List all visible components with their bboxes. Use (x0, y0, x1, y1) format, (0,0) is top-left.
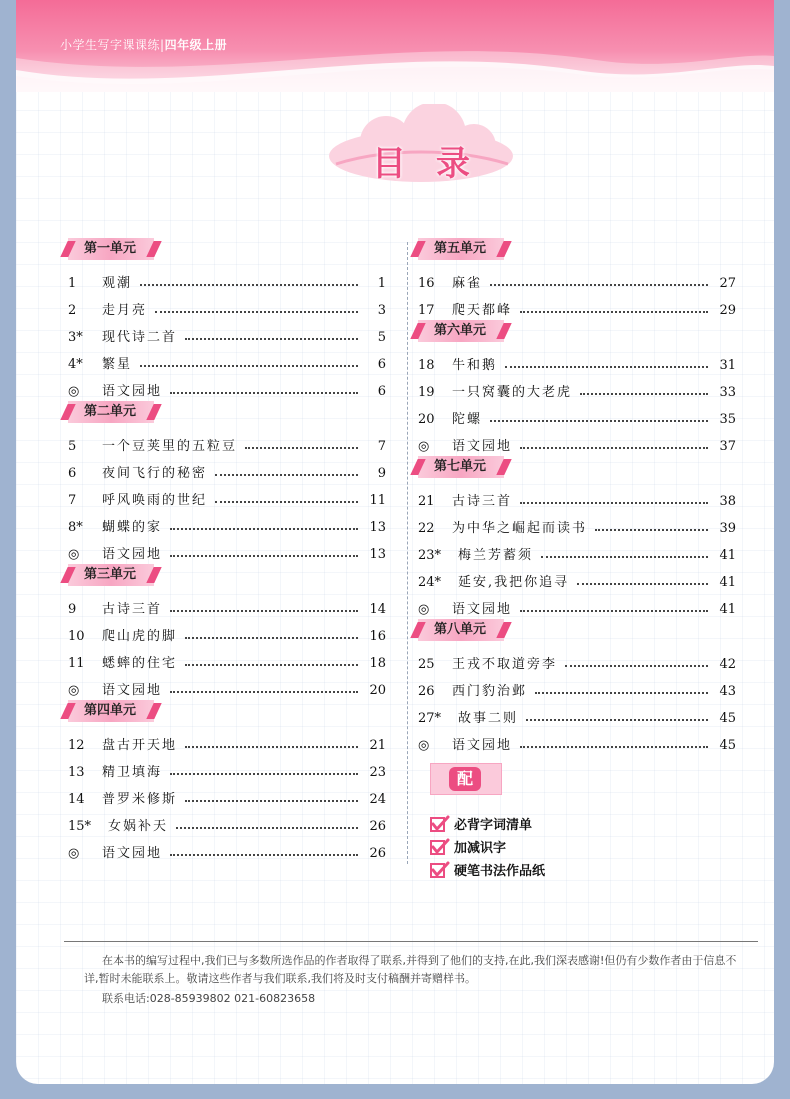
toc-entry (68, 617, 386, 644)
entry-page: 26 (369, 846, 386, 861)
entry-title: 观潮 (102, 276, 133, 291)
entry-page: 27 (719, 276, 736, 291)
dot-leader (245, 447, 358, 449)
entry-title: 语文园地 (452, 738, 513, 753)
toc-entry (68, 753, 386, 780)
dot-leader (520, 502, 708, 504)
entry-number: 2 (68, 303, 77, 318)
toc-entry (68, 318, 386, 345)
header-band (16, 0, 774, 92)
toc-entry (418, 726, 736, 753)
entry-title: 西门豹治邺 (452, 684, 528, 699)
entry-title: 盘古开天地 (102, 738, 178, 753)
unit-heading: 第六单元 (418, 320, 504, 342)
entry-page: 6 (377, 384, 386, 399)
toc-entry (418, 509, 736, 536)
toc-entry (68, 291, 386, 318)
toc-entry (68, 780, 386, 807)
entry-number: 12 (68, 738, 85, 753)
entry-page: 26 (369, 819, 386, 834)
book-page (16, 0, 774, 1084)
entry-page: 11 (369, 493, 386, 508)
toc-entry (418, 590, 736, 617)
entry-number: 15* (68, 819, 92, 834)
entry-number: 17 (418, 303, 435, 318)
toc-entry (418, 482, 736, 509)
dot-leader (155, 311, 358, 313)
entry-title: 陀螺 (452, 412, 483, 427)
entry-title: 麻雀 (452, 276, 483, 291)
entry-title: 故事二则 (458, 711, 519, 726)
footer (84, 952, 744, 1008)
dot-leader (490, 420, 708, 422)
entry-page: 13 (369, 520, 386, 535)
dot-leader (185, 746, 358, 748)
entry-title: 蝴蝶的家 (102, 520, 163, 535)
entry-title: 延安,我把你追寻 (458, 575, 570, 590)
entry-title: 夜间飞行的秘密 (102, 466, 208, 481)
dot-leader (170, 555, 358, 557)
checkmark-icon (430, 815, 450, 833)
toc-entry (68, 590, 386, 617)
entry-number: 5 (68, 439, 77, 454)
appendix-badge (430, 763, 502, 795)
appendix-badge-text: 配 (449, 767, 481, 791)
entry-number: 20 (418, 412, 435, 427)
appendix-item-label: 必背字词清单 (454, 818, 533, 833)
toc-entry (68, 535, 386, 562)
entry-number: 3* (68, 330, 83, 345)
dot-leader (185, 800, 358, 802)
dot-leader (565, 665, 708, 667)
checkmark-icon (430, 838, 450, 856)
entry-title: 爬天都峰 (452, 303, 513, 318)
header-title (60, 36, 227, 53)
entry-title: 蟋蟀的住宅 (102, 656, 178, 671)
toc-entry (418, 373, 736, 400)
dot-leader (580, 393, 708, 395)
entry-title: 一只窝囊的大老虎 (452, 385, 573, 400)
entry-title: 精卫填海 (102, 765, 163, 780)
footer-note: 在本书的编写过程中,我们已与多数所选作品的作者取得了联系,并得到了他们的支持,在此,我们深表感谢!但仍有少数作者由于信息不详,暂时未能联系上。敬请这些作者与我们联系,我们将及时支付稿酬并寄赠样书。 (84, 954, 737, 985)
entry-page: 1 (377, 276, 386, 291)
unit-heading: 第五单元 (418, 238, 504, 260)
checkmark-icon (430, 861, 450, 879)
entry-number: 22 (418, 521, 435, 536)
dot-leader (526, 719, 708, 721)
toc-entry (68, 264, 386, 291)
entry-page: 6 (377, 357, 386, 372)
entry-page: 9 (377, 466, 386, 481)
toc-right-column (418, 236, 736, 753)
toc-entry (68, 807, 386, 834)
entry-page: 38 (719, 494, 736, 509)
entry-number: ◎ (418, 602, 430, 617)
entry-page: 7 (377, 439, 386, 454)
entry-page: 29 (719, 303, 736, 318)
toc-entry (68, 454, 386, 481)
appendix-item (430, 835, 545, 858)
entry-number: ◎ (418, 738, 430, 753)
unit-heading: 第八单元 (418, 619, 504, 641)
entry-number: 13 (68, 765, 85, 780)
toc-entry (418, 291, 736, 318)
entry-page: 35 (719, 412, 736, 427)
entry-title: 一个豆荚里的五粒豆 (102, 439, 238, 454)
entry-page: 3 (377, 303, 386, 318)
dot-leader (140, 284, 358, 286)
entry-page: 37 (719, 439, 736, 454)
unit-heading: 第一单元 (68, 238, 154, 260)
toc-entry (418, 400, 736, 427)
entry-number: ◎ (418, 439, 430, 454)
dot-leader (140, 365, 358, 367)
toc-entry (68, 508, 386, 535)
entry-page: 14 (369, 602, 386, 617)
entry-number: 25 (418, 657, 435, 672)
dot-leader (170, 610, 358, 612)
entry-number: 10 (68, 629, 85, 644)
dot-leader (185, 637, 358, 639)
unit-heading: 第三单元 (68, 564, 154, 586)
entry-number: 27* (418, 711, 442, 726)
entry-title: 语文园地 (102, 384, 163, 399)
entry-number: 1 (68, 276, 77, 291)
dot-leader (595, 529, 708, 531)
toc-entry (68, 671, 386, 698)
page-title: 目录 (372, 144, 500, 184)
entry-number: 9 (68, 602, 77, 617)
entry-title: 古诗三首 (452, 494, 513, 509)
entry-number: 11 (68, 656, 85, 671)
dot-leader (520, 311, 708, 313)
toc-entry (418, 672, 736, 699)
footer-divider (64, 941, 758, 942)
entry-title: 现代诗二首 (102, 330, 178, 345)
dot-leader (490, 284, 708, 286)
dot-leader (520, 447, 708, 449)
entry-title: 为中华之崛起而读书 (452, 521, 588, 536)
dot-leader (170, 528, 358, 530)
entry-title: 语文园地 (102, 683, 163, 698)
toc-entry (418, 645, 736, 672)
entry-page: 31 (719, 358, 736, 373)
footer-contact: 联系电话:028-85939802 021-60823658 (102, 992, 316, 1005)
entry-number: 4* (68, 357, 83, 372)
toc-entry (68, 481, 386, 508)
appendix-item-label: 加减识字 (454, 841, 507, 856)
dot-leader (185, 338, 358, 340)
toc-entry (418, 536, 736, 563)
entry-number: 8* (68, 520, 83, 535)
toc-entry (68, 726, 386, 753)
entry-number: 18 (418, 358, 435, 373)
entry-page: 33 (719, 385, 736, 400)
entry-page: 43 (719, 684, 736, 699)
entry-page: 18 (369, 656, 386, 671)
entry-number: 24* (418, 575, 442, 590)
entry-page: 5 (377, 330, 386, 345)
entry-title: 语文园地 (452, 602, 513, 617)
entry-title: 繁星 (102, 357, 133, 372)
entry-title: 女娲补天 (108, 819, 169, 834)
entry-page: 13 (369, 547, 386, 562)
entry-number: 26 (418, 684, 435, 699)
appendix-item (430, 812, 545, 835)
dot-leader (215, 501, 358, 503)
entry-number: 23* (418, 548, 442, 563)
dot-leader (170, 854, 358, 856)
toc-left-column (68, 236, 386, 861)
entry-page: 41 (719, 575, 736, 590)
entry-number: 6 (68, 466, 77, 481)
grade-label: 四年级上册 (164, 38, 228, 52)
entry-title: 爬山虎的脚 (102, 629, 178, 644)
entry-page: 41 (719, 548, 736, 563)
dot-leader (505, 366, 708, 368)
dot-leader (520, 610, 708, 612)
entry-number: ◎ (68, 384, 80, 399)
entry-title: 语文园地 (102, 547, 163, 562)
entry-title: 普罗米修斯 (102, 792, 178, 807)
toc-entry (418, 699, 736, 726)
entry-title: 走月亮 (102, 303, 148, 318)
series-name: 小学生写字课课练 (60, 38, 161, 52)
dot-leader (541, 556, 708, 558)
toc-entry (418, 264, 736, 291)
appendix-item-label: 硬笔书法作品纸 (454, 864, 546, 879)
entry-title: 古诗三首 (102, 602, 163, 617)
dot-leader (170, 691, 358, 693)
entry-page: 45 (719, 738, 736, 753)
entry-title: 牛和鹅 (452, 358, 498, 373)
dot-leader (520, 746, 708, 748)
entry-number: 21 (418, 494, 435, 509)
toc-entry (68, 834, 386, 861)
entry-number: 7 (68, 493, 77, 508)
unit-heading: 第二单元 (68, 401, 154, 423)
entry-page: 41 (719, 602, 736, 617)
toc-entry (68, 644, 386, 671)
entry-number: 19 (418, 385, 435, 400)
toc-entry (418, 346, 736, 373)
appendix-item (430, 858, 545, 881)
entry-page: 23 (369, 765, 386, 780)
entry-number: ◎ (68, 683, 80, 698)
dot-leader (215, 474, 358, 476)
dot-leader (170, 392, 358, 394)
entry-number: 16 (418, 276, 435, 291)
column-divider (407, 242, 408, 864)
entry-title: 语文园地 (452, 439, 513, 454)
entry-title: 语文园地 (102, 846, 163, 861)
toc-entry (68, 427, 386, 454)
entry-title: 梅兰芳蓄须 (458, 548, 534, 563)
entry-title: 王戎不取道旁李 (452, 657, 558, 672)
unit-heading: 第七单元 (418, 456, 504, 478)
toc-entry (68, 345, 386, 372)
entry-title: 呼风唤雨的世纪 (102, 493, 208, 508)
entry-page: 24 (369, 792, 386, 807)
appendix-list (430, 812, 545, 881)
dot-leader (185, 664, 358, 666)
unit-heading: 第四单元 (68, 700, 154, 722)
dot-leader (170, 773, 358, 775)
entry-number: ◎ (68, 846, 80, 861)
entry-page: 16 (369, 629, 386, 644)
entry-number: ◎ (68, 547, 80, 562)
entry-page: 39 (719, 521, 736, 536)
entry-number: 14 (68, 792, 85, 807)
entry-page: 45 (719, 711, 736, 726)
entry-page: 20 (369, 683, 386, 698)
toc-entry (68, 372, 386, 399)
toc-entry (418, 427, 736, 454)
dot-leader (176, 827, 358, 829)
dot-leader (577, 583, 708, 585)
entry-page: 21 (369, 738, 386, 753)
header-separator: | (160, 38, 165, 52)
entry-page: 42 (719, 657, 736, 672)
toc-entry (418, 563, 736, 590)
dot-leader (535, 692, 708, 694)
